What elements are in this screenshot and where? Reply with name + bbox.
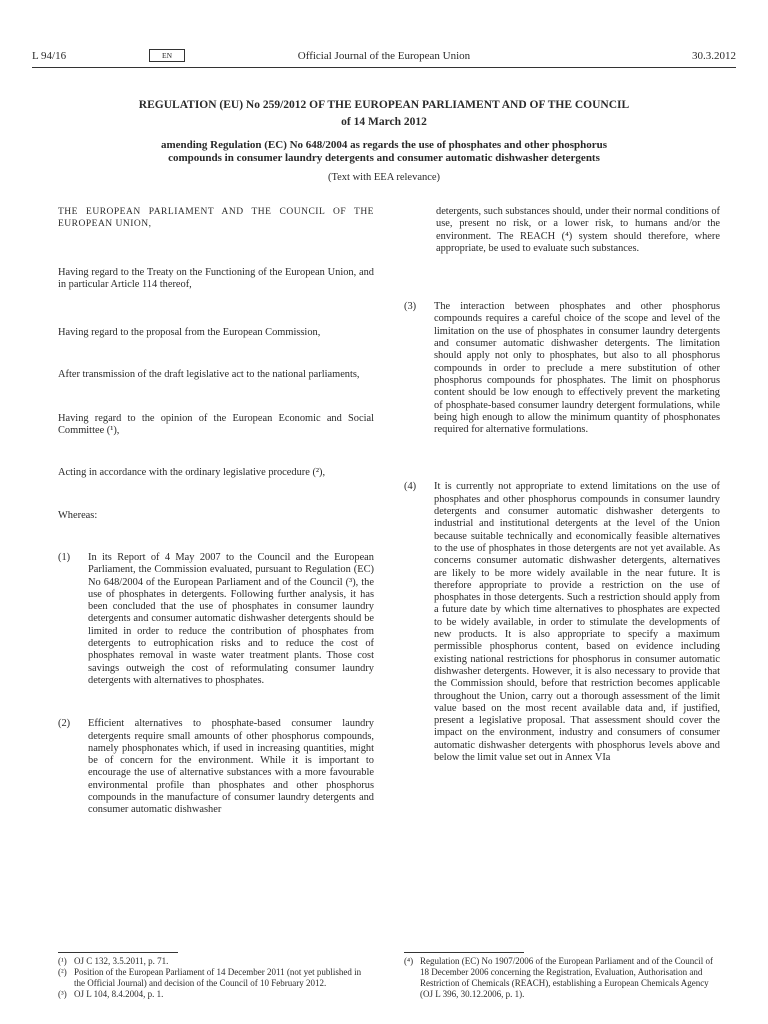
recital-text: In its Report of 4 May 2007 to the Council and the European Parliament, the Commission evaluated, pursuant to Regulation (EC) No 648/2004 of the European Parliament and of the Council (³), the use of phosphates in detergents. Following further analysis, it has been concluded that the use of phosphates in consumer laundry detergents and consumer automatic dishwasher detergents should be limited in order to reduce the contribution of phosphates from detergents to eutrophication risks and to reduce the cost of phosphates removal in waste water treatment plants. Those cost savings outweigh the cost of reformulating consumer laundry detergents with alternatives to phosphates.	[88, 551, 374, 686]
citation-treaty: Having regard to the Treaty on the Functioning of the European Union, and in particular Article 114 thereof,	[58, 266, 374, 290]
footnote-mark: (¹)	[58, 956, 67, 966]
footnote-rule-left	[58, 952, 178, 953]
regulation-title-block	[32, 95, 736, 184]
enacting-parties: THE EUROPEAN PARLIAMENT AND THE COUNCIL OF THE EUROPEAN UNION,	[58, 207, 374, 230]
eea-relevance: (Text with EEA relevance)	[327, 172, 441, 183]
page-reference: L 94/16	[32, 50, 67, 62]
citation-procedure: Acting in accordance with the ordinary legislative procedure (²),	[58, 467, 326, 479]
regulation-date: of 14 March 2012	[341, 116, 427, 128]
footnote-mark: (⁴)	[404, 956, 414, 966]
footnote	[58, 956, 374, 967]
footnote-mark: (²)	[58, 967, 67, 977]
footnotes-right	[404, 956, 720, 1000]
footnote-text: Regulation (EC) No 1907/2006 of the European Parliament and of the Council of 18 December 2006 concerning the Registration, Evaluation, Authorisation and Restriction of Chemicals (REACH), establishing a European Chemicals Agency (OJ L 396, 30.12.2006, p. 1).	[420, 956, 713, 999]
journal-title: Official Journal of the European Union	[297, 50, 471, 62]
language-badge: EN	[149, 49, 185, 62]
footnote	[58, 989, 374, 1000]
whereas-heading: Whereas:	[58, 509, 98, 521]
recital-1	[58, 552, 374, 687]
footnote-mark: (³)	[58, 989, 67, 999]
recital-text: It is currently not appropriate to extend limitations on the use of phosphates and other phosphorus compounds in consumer laundry detergents and consumer automatic dishwasher detergents to industrial and institutional detergents at the level of the Union because suitable technically and economically feasible alternatives to the use of phosphates in those detergents are not yet available. As concerns consumer automatic dishwasher detergents, alternatives are likely to be more widely available in the near future. It is therefore appropriate to provide a restriction on the use of phosphates in those detergents. Such a restriction should apply from a future date by which time alternatives to phosphates are expected to be widely available, in order to stimulate the developments of new products. It is also appropriate to specify a maximum permissible phosphorus content, based on evidence including existing national restrictions for phosphorus in consumer automatic dishwasher detergents. However, it is also necessary to provide that the Commission should, before that restriction becomes applicable throughout the Union, carry out a thorough assessment of the limit value based on the most recent available data and, if justified, present a legislative proposal. That assessment should cover the impact on the environment, industry and consumers of consumer automatic dishwasher detergents with phosphorus levels above and below the limit value set out in Annex VIa	[434, 481, 720, 763]
publication-date: 30.3.2012	[692, 50, 736, 62]
citation-transmission: After transmission of the draft legislative act to the national parliaments,	[58, 369, 360, 381]
recital-number: (2)	[58, 718, 71, 730]
citation-proposal: Having regard to the proposal from the European Commission,	[58, 327, 321, 339]
recital-number: (3)	[404, 301, 417, 313]
recital-2-continued: detergents, such substances should, under their normal conditions of use, present no risk, or a lower risk, to humans and/or the environment. The REACH (⁴) system should therefore, where appropriate, be used to evaluate such substances.	[436, 206, 720, 254]
footnote-text: Position of the European Parliament of 14 December 2011 (not yet published in the Official Journal) and decision of the Council of 10 February 2012.	[74, 967, 362, 988]
footnotes-left	[58, 956, 374, 1000]
recital-2	[58, 718, 374, 816]
regulation-title: REGULATION (EU) No 259/2012 OF THE EUROPEAN PARLIAMENT AND OF THE COUNCIL	[138, 99, 630, 111]
recital-text: The interaction between phosphates and other phosphorus compounds requires a careful choice of the scope and level of the limitation on the use of phosphates in consumer laundry detergents and consumer automatic dishwasher detergents. The limitation should apply not only to phosphates, but also to all phosphorus compounds in order to preclude a mere substitution of other phosphorus compounds for phosphates. The limit on phosphorus content should be low enough to effectively prevent the marketing of phosphate-based consumer laundry detergent formulations, while being high enough to allow the minimum quantity of phosphonates required for alternative formulations.	[434, 301, 720, 436]
recital-number: (1)	[58, 551, 71, 563]
footnote-text: OJ L 104, 8.4.2004, p. 1.	[74, 989, 164, 999]
footnote	[58, 967, 374, 989]
recital-text: Efficient alternatives to phosphate-based consumer laundry detergents require small amounts of other phosphorus compounds, namely phosphonates which, if used in increasing quantities, might be of concern for the environment. While it is important to encourage the use of alternative substances with a more favourable environmental profile than phosphates and other phosphorus compounds in the manufacture of consumer laundry detergents and consumer automatic dishwasher	[88, 718, 374, 816]
recital-3	[404, 301, 720, 436]
header-rule	[32, 67, 736, 68]
recital-number: (4)	[404, 481, 417, 493]
footnote-text: OJ C 132, 3.5.2011, p. 71.	[74, 956, 169, 966]
footnote-rule-right	[404, 952, 524, 953]
left-column	[58, 206, 374, 817]
regulation-subject: amending Regulation (EC) No 648/2004 as regards the use of phosphates and other phosphorus compounds in consumer laundry detergents and consumer automatic dishwasher detergents	[160, 139, 608, 164]
citation-eesc: Having regard to the opinion of the European Economic and Social Committee (¹),	[58, 412, 374, 437]
footnote	[404, 956, 720, 1000]
journal-header	[32, 50, 736, 66]
right-column	[404, 206, 720, 764]
recital-4	[404, 481, 720, 764]
